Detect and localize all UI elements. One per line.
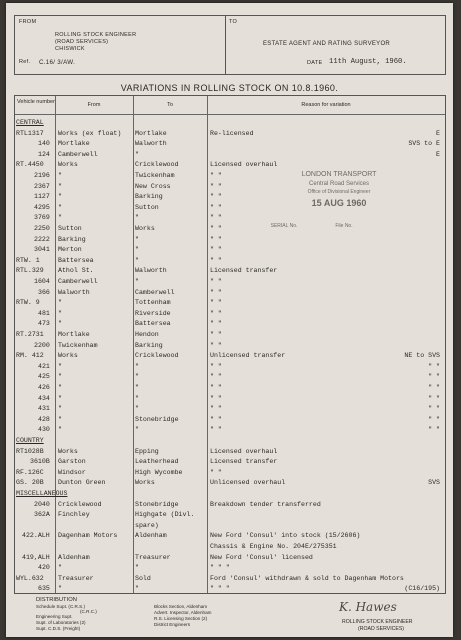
reason: " " <box>210 278 222 285</box>
document-page <box>6 3 453 637</box>
received-stamp <box>270 171 394 237</box>
table-row <box>14 404 444 413</box>
reason: Licensed overhaul <box>210 161 278 169</box>
sign-title-1: ROLLING STOCK ENGINEER <box>342 619 413 625</box>
reason: " " " <box>210 564 230 572</box>
table-row <box>14 563 444 572</box>
code: " " <box>428 405 440 413</box>
ref-label: Ref. <box>19 59 31 65</box>
sign-title-2: (ROAD SERVICES) <box>358 626 405 632</box>
to-location: Highgate (Divl. <box>135 511 195 519</box>
vehicle-number: RT.4450 <box>16 161 44 169</box>
table-row <box>14 309 444 318</box>
code: NE to SVS <box>404 352 440 360</box>
from-location: Treasurer <box>58 574 94 582</box>
from-location: " <box>58 309 62 317</box>
to-location: " <box>135 394 139 402</box>
vehicle-number: RTW. 9 <box>16 299 40 307</box>
to-location: Barking <box>135 341 163 349</box>
table-row <box>14 500 444 509</box>
to-location: Treasurer <box>135 553 171 561</box>
vehicle-number: 4295 <box>34 203 50 211</box>
from-location: Cricklewood <box>58 500 102 508</box>
reason: " " <box>210 225 222 232</box>
to-location: " <box>135 362 139 370</box>
reason: " " <box>210 246 222 254</box>
from-location: " <box>58 172 62 179</box>
distribution-1: Schedule Supt. (C.R.S.) <box>36 604 86 609</box>
vehicle-number: 428 <box>38 415 50 423</box>
table-row <box>14 383 444 392</box>
from-location: Finchley <box>58 511 90 519</box>
vehicle-number: RTL.329 <box>16 267 44 275</box>
code: " " <box>428 394 440 402</box>
reason: " " <box>210 256 222 264</box>
vehicle-number: RTW. 1 <box>16 256 40 264</box>
table-row <box>14 139 444 148</box>
vehicle-number: 431 <box>38 405 50 413</box>
vehicle-number: 425 <box>38 373 50 381</box>
reason: " " <box>210 309 222 317</box>
table-row <box>14 372 444 381</box>
vehicle-number: 1127 <box>34 193 50 201</box>
to-location: Mortlake <box>135 129 167 137</box>
from-line-1: ROLLING STOCK ENGINEER <box>55 32 137 38</box>
reason: " " <box>210 193 222 201</box>
code: E <box>436 129 440 137</box>
code: " " <box>428 384 440 391</box>
to-location: Works <box>135 479 155 487</box>
to-location: Stonebridge <box>135 500 179 508</box>
from-location: Merton <box>58 246 82 254</box>
to-location: Camberwell <box>135 288 175 296</box>
table-row <box>14 489 444 498</box>
from-label: FROM <box>19 19 37 25</box>
vehicle-number: 366 <box>38 288 50 296</box>
vehicle-number: RT1028B <box>16 447 44 455</box>
distribution-3: Engineering Supt. <box>36 614 73 619</box>
signature: K. Hawes <box>339 600 397 614</box>
to-location: New Cross <box>135 182 171 190</box>
from-location: Camberwell <box>58 150 98 158</box>
to-location: " <box>135 214 139 222</box>
table-row <box>14 468 444 477</box>
from-location: Works <box>58 447 78 455</box>
to-location: " <box>135 235 139 243</box>
to-location: Cricklewood <box>135 352 179 360</box>
reason: " " <box>210 405 222 413</box>
table-row <box>14 245 444 254</box>
reason: Licensed transfer <box>210 267 278 275</box>
table-row <box>14 542 444 551</box>
table-row <box>14 277 444 286</box>
from-location: Twickenham <box>58 341 98 349</box>
stamp-line-3: Office of Divisional Engineer <box>307 189 371 195</box>
from-location: " <box>58 193 62 201</box>
page-title: VARIATIONS IN ROLLING STOCK ON 10.8.1960. <box>120 83 339 93</box>
table-row <box>14 298 444 307</box>
reason: Chassis & Engine No. 204E/275351 <box>210 543 337 550</box>
stamp-serial-label: SERIAL No. <box>270 223 298 229</box>
to-location: Walworth <box>135 140 167 148</box>
vehicle-number: CENTRAL <box>16 119 44 126</box>
to-location: " <box>135 256 139 264</box>
from-location: " <box>58 394 62 402</box>
from-location: Windsor <box>58 468 86 476</box>
from-location: " <box>58 384 62 391</box>
vehicle-number: 362A <box>34 511 50 519</box>
vehicle-number: 635 <box>38 585 50 593</box>
table-row <box>14 150 444 159</box>
column-header-to: To <box>167 102 173 108</box>
vehicle-number: COUNTRY <box>16 437 44 444</box>
reason: " " <box>210 235 222 243</box>
vehicle-number: RT.2731 <box>16 331 44 338</box>
to-value: ESTATE AGENT AND RATING SURVEYOR <box>263 41 391 47</box>
vehicle-number: 140 <box>38 140 50 148</box>
table-row <box>14 457 444 466</box>
to-location: Epping <box>135 447 159 455</box>
to-location: " <box>135 150 139 158</box>
table-row <box>14 447 444 456</box>
to-location: Battersea <box>135 320 171 328</box>
from-location: " <box>58 299 62 307</box>
vehicle-number: 2222 <box>34 235 50 243</box>
reason: " " <box>210 341 222 349</box>
distribution-9: District Engineers <box>154 622 190 627</box>
reason: Unlicensed transfer <box>210 352 286 360</box>
vehicle-number: 473 <box>38 320 50 328</box>
reason: Re-licensed <box>210 129 254 137</box>
from-location: " <box>58 426 62 434</box>
from-location: " <box>58 214 62 222</box>
to-location: Walworth <box>135 267 167 275</box>
stamp-file-label: File No. <box>335 223 353 229</box>
vehicle-number: 2200 <box>34 341 50 349</box>
header-divider <box>225 16 226 74</box>
vehicle-number: 420 <box>38 564 50 572</box>
from-location: Athol St. <box>58 267 94 275</box>
vehicle-number: MISCELLANEOUS <box>16 490 68 497</box>
from-location: " <box>58 182 62 190</box>
reason: " " <box>210 203 222 211</box>
reason: " " <box>210 468 222 476</box>
vehicle-number: 422.ALH <box>22 532 50 540</box>
to-location: spare) <box>135 521 159 529</box>
stamp-line-1: LONDON TRANSPORT <box>301 171 377 178</box>
from-location: Works (ex float) <box>58 129 122 137</box>
reason: " " <box>210 394 222 402</box>
to-location: " <box>135 564 139 572</box>
from-line-3: CHISWICK <box>55 46 85 52</box>
from-location: Camberwell <box>58 278 98 285</box>
from-location: " <box>58 564 62 572</box>
ref-value: C.16/ 3/AW. <box>39 59 76 66</box>
to-label: TO <box>229 19 238 25</box>
reason: " " <box>210 362 222 370</box>
reason: " " <box>210 214 222 222</box>
distribution-8: R.S. Licensing Section (2) <box>154 616 208 621</box>
to-location: Sutton <box>135 203 159 211</box>
vehicle-number: 421 <box>38 362 50 370</box>
to-location: High Wycombe <box>135 468 183 476</box>
distribution-2: (C.R.C.) <box>80 609 97 614</box>
table-row <box>14 118 444 127</box>
distribution-4: Supt. of Laboratories (2) <box>36 620 86 625</box>
to-location: " <box>135 246 139 254</box>
code: " " <box>428 415 440 423</box>
reason: " " <box>210 182 222 190</box>
table-row <box>14 425 444 434</box>
from-location: Barking <box>58 235 86 243</box>
from-line-2: (ROAD SERVICES) <box>55 39 109 45</box>
distribution-5: Supt. C.D.S. (Freight) <box>36 626 81 631</box>
table-row <box>14 256 444 265</box>
table-row <box>14 436 444 445</box>
reason: " " <box>210 384 222 391</box>
vehicle-number: GS. 20B <box>16 479 44 487</box>
to-location: Aldenham <box>135 532 167 540</box>
from-location: Sutton <box>58 225 82 232</box>
table-row <box>14 341 444 350</box>
table-row <box>14 394 444 403</box>
code: SVS <box>428 479 440 487</box>
vehicle-number: 3769 <box>34 214 50 222</box>
from-location: " <box>58 415 62 423</box>
vehicle-number: 430 <box>38 426 50 434</box>
from-location: Dagenham Motors <box>58 532 118 540</box>
vehicle-number: RM. 412 <box>16 352 44 360</box>
table-row <box>14 478 444 487</box>
reason: Breakdown tender transferred <box>210 500 321 508</box>
table-row <box>14 160 444 169</box>
from-location: Mortlake <box>58 140 90 148</box>
table-row <box>14 510 444 519</box>
reason: " " <box>210 331 222 338</box>
reason: " " " <box>210 585 230 593</box>
table-row <box>14 584 444 593</box>
vehicle-number: WYL.632 <box>16 574 44 582</box>
column-header-vehicle: Vehicle number <box>17 99 55 105</box>
to-location: Works <box>135 225 155 232</box>
vehicle-number: 426 <box>38 384 50 391</box>
code: " " <box>428 362 440 370</box>
vehicle-number: 1604 <box>34 278 50 285</box>
from-location: Aldenham <box>58 553 90 561</box>
reason: " " <box>210 288 222 296</box>
reason: Unlicensed overhaul <box>210 479 286 487</box>
from-location: " <box>58 405 62 413</box>
reason: " " <box>210 426 222 434</box>
code: E <box>436 150 440 158</box>
vehicle-number: RF.126C <box>16 468 44 476</box>
table-row <box>14 129 444 138</box>
to-location: " <box>135 384 139 391</box>
column-header-from: From <box>87 102 101 108</box>
table-row <box>14 553 444 562</box>
to-location: " <box>135 585 139 593</box>
vehicle-number: 3610B <box>30 458 50 466</box>
to-location: Riverside <box>135 309 171 317</box>
reason: " " <box>210 320 222 328</box>
vehicle-number: 2367 <box>34 182 50 190</box>
to-location: Tottenham <box>135 299 171 307</box>
to-location: " <box>135 278 139 285</box>
to-location: Twickenham <box>135 172 175 179</box>
from-location: " <box>58 203 62 211</box>
distribution-label: DISTRIBUTION <box>36 597 77 603</box>
table-row <box>14 288 444 297</box>
to-location: Sold <box>135 574 151 582</box>
vehicle-number: 3041 <box>34 246 50 254</box>
code: " " <box>428 373 440 381</box>
table-row <box>14 521 444 530</box>
date-label: DATE <box>307 60 323 66</box>
table-row <box>14 574 444 583</box>
from-location: Works <box>58 161 78 169</box>
reason: Licensed transfer <box>210 458 278 466</box>
reason: " " <box>210 415 222 423</box>
vehicle-number: 124 <box>38 150 50 158</box>
to-location: Leatherhead <box>135 458 179 466</box>
table-row <box>14 319 444 328</box>
date-value: 11th August, 1960. <box>329 58 407 66</box>
reason: New Ford 'Consul' licensed <box>210 553 313 561</box>
from-location: " <box>58 362 62 370</box>
from-location: Mortlake <box>58 331 90 338</box>
from-location: Walworth <box>58 288 90 296</box>
code: SVS to E <box>408 140 440 148</box>
from-location: Works <box>58 352 78 360</box>
reason: " " <box>210 299 222 307</box>
vehicle-number: 2250 <box>34 225 50 232</box>
to-location: " <box>135 405 139 413</box>
from-location: Garston <box>58 458 86 466</box>
table-row <box>14 362 444 371</box>
vehicle-number: 419,ALH <box>22 553 50 561</box>
vehicle-number: 2196 <box>34 172 50 179</box>
from-location: " <box>58 373 62 381</box>
code: " " <box>428 426 440 434</box>
vehicle-number: 2040 <box>34 500 50 508</box>
table-row <box>14 531 444 540</box>
vehicle-number: 434 <box>38 394 50 402</box>
distribution-6: Blocks Section, Aldenham <box>154 604 208 609</box>
from-location: " <box>58 585 62 593</box>
vehicle-number: 481 <box>38 309 50 317</box>
to-location: " <box>135 373 139 381</box>
table-row <box>14 351 444 360</box>
reason: Licensed overhaul <box>210 447 278 455</box>
reason: New Ford 'Consul' into stock (15/2606) <box>210 532 361 540</box>
to-location: Stonebridge <box>135 415 179 423</box>
column-header-reason: Reason for variation <box>301 102 351 108</box>
stamp-line-2: Central Road Services <box>308 181 370 187</box>
from-location: Battersea <box>58 256 94 264</box>
table-row <box>14 266 444 275</box>
header-box <box>14 15 446 75</box>
distribution-7: Advert. Inspector, Aldenham <box>154 610 212 615</box>
reason: " " <box>210 172 222 179</box>
to-location: Barking <box>135 193 163 201</box>
code: (C16/195) <box>404 585 440 593</box>
vehicle-number: RTL1317 <box>16 129 44 137</box>
reason: Ford 'Consul' withdrawn & sold to Dagenham Motors <box>210 574 404 582</box>
table-row <box>14 415 444 424</box>
from-location: " <box>58 320 62 328</box>
stamp-date: 15 AUG 1960 <box>311 198 367 208</box>
table-row <box>14 330 444 339</box>
reason: " " <box>210 373 222 381</box>
to-location: " <box>135 426 139 434</box>
to-location: Cricklewood <box>135 161 179 169</box>
to-location: Hendon <box>135 331 159 338</box>
from-location: Dunton Green <box>58 479 106 487</box>
